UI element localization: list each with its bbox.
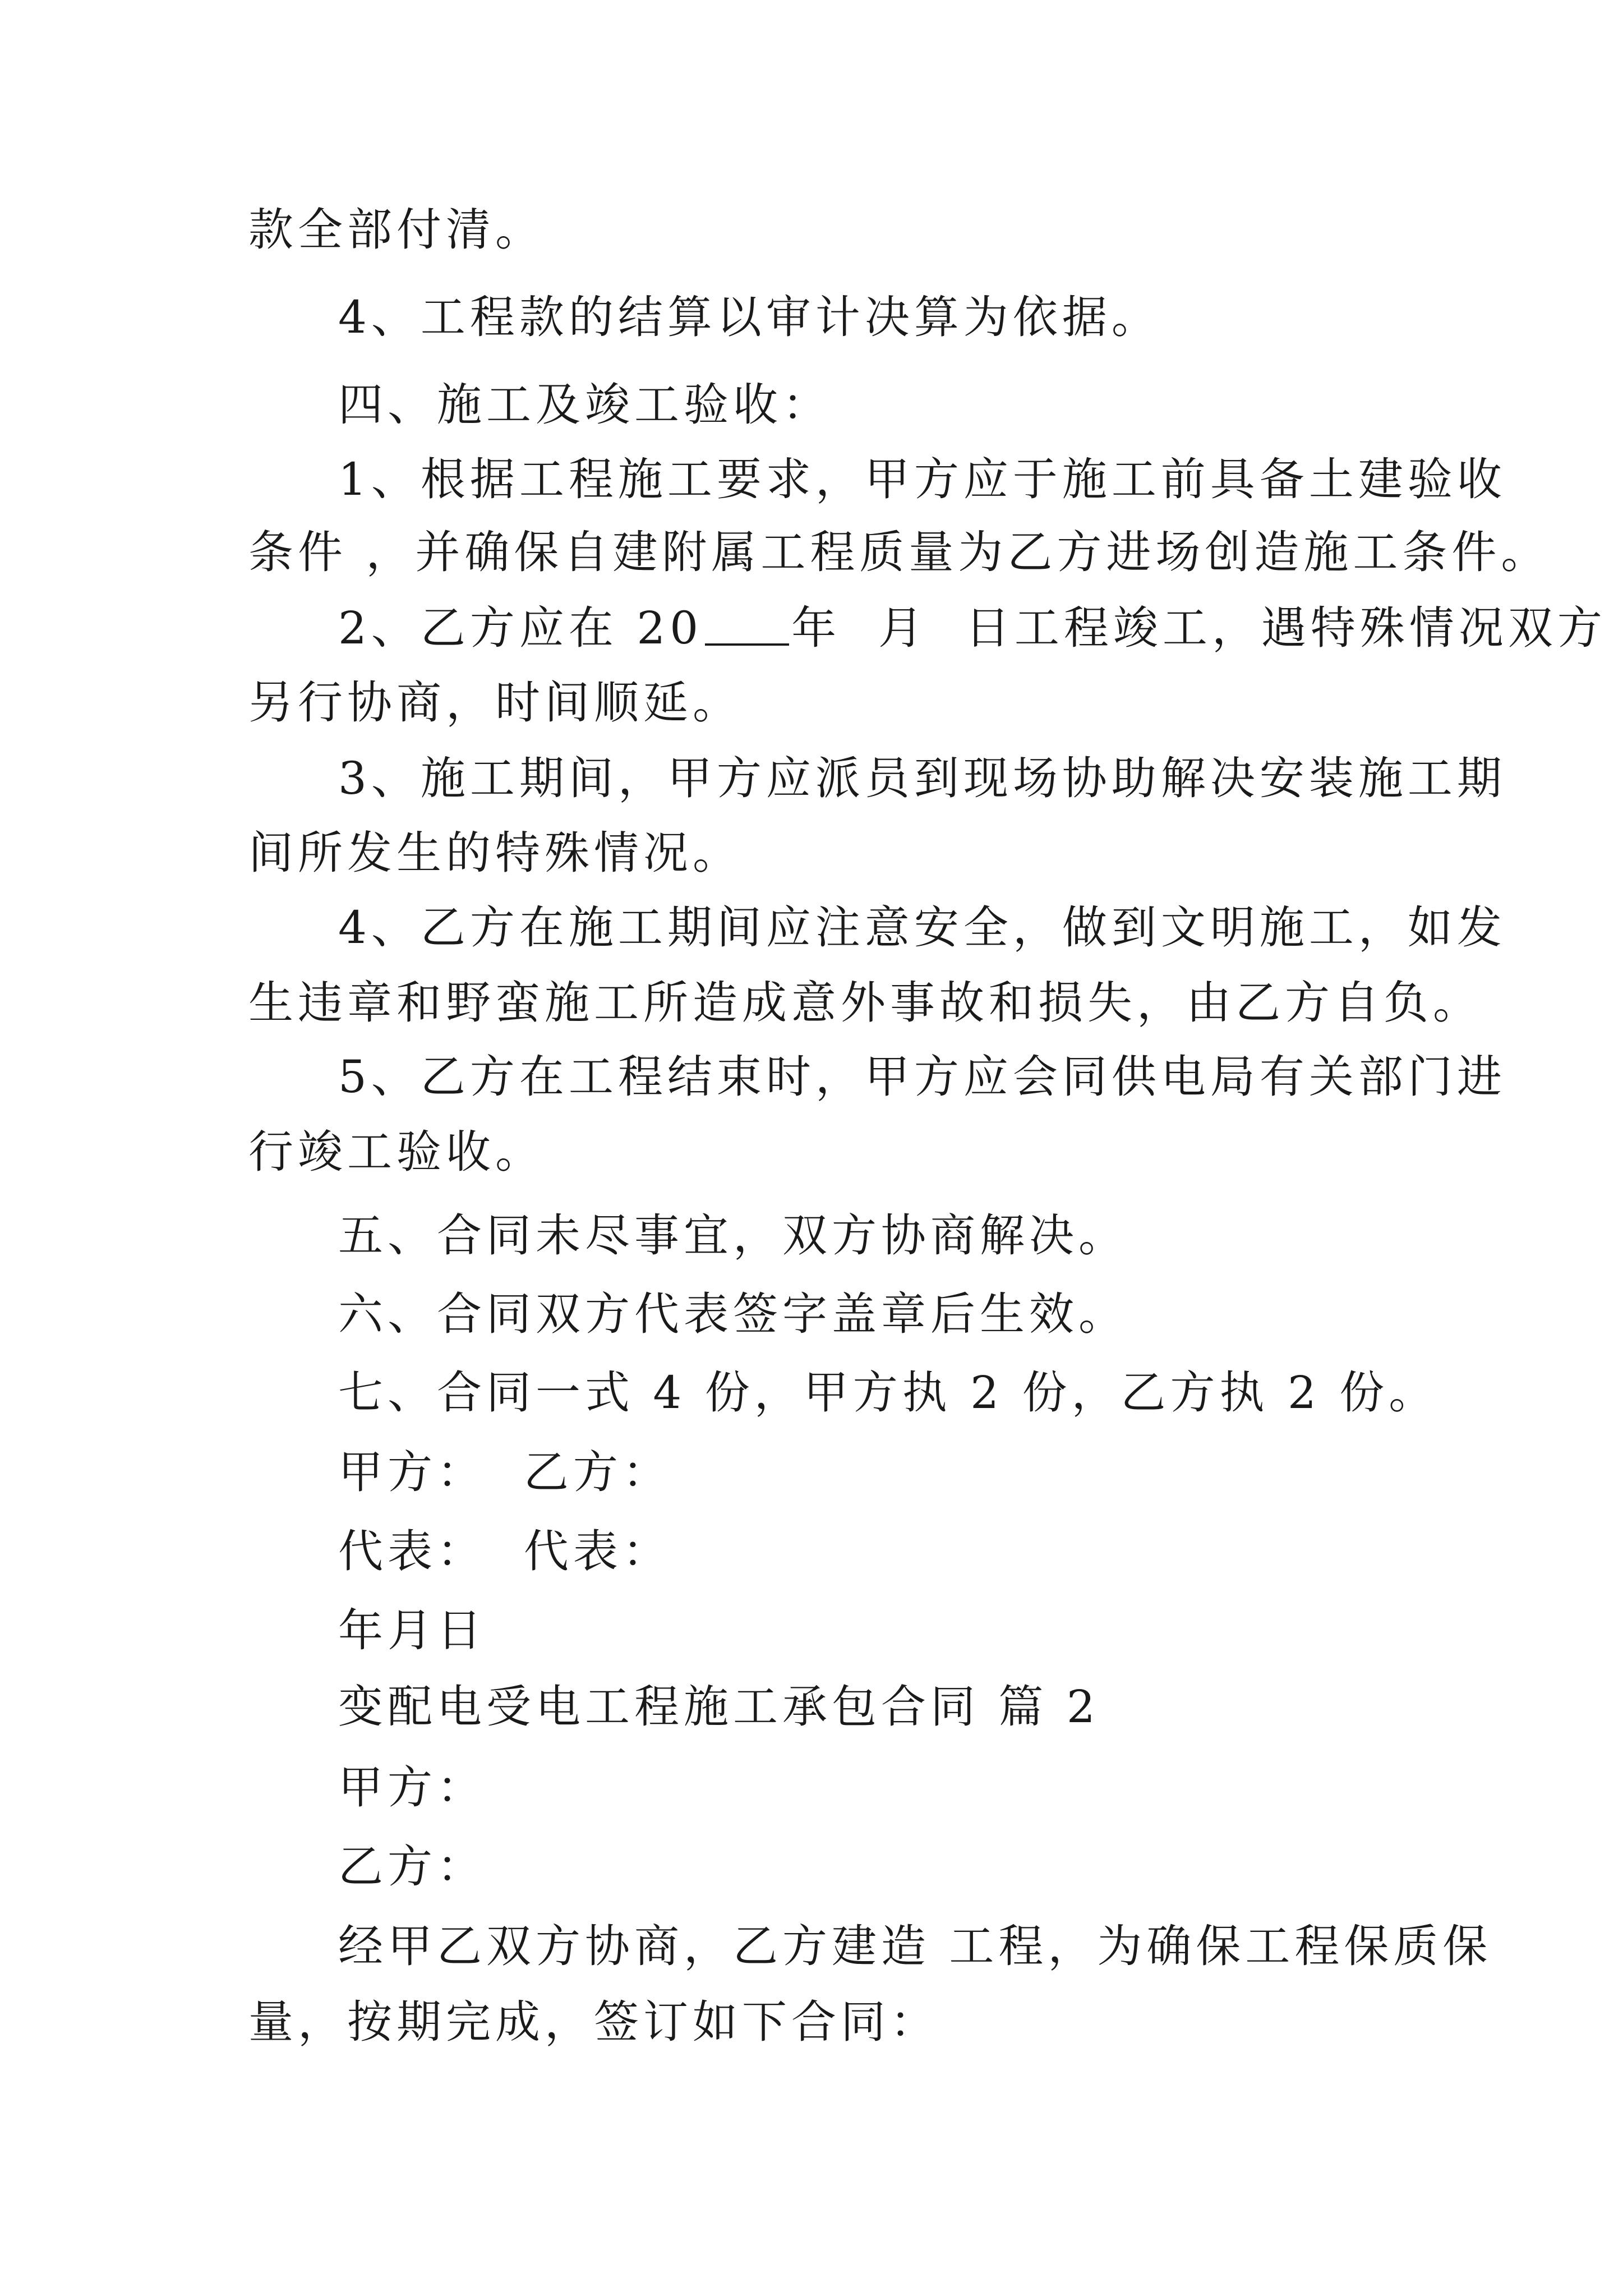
section-heading: 四、施工及竣工验收： bbox=[338, 379, 832, 431]
signature-line: 代表： 代表： bbox=[338, 1525, 672, 1577]
paragraph-line: 经甲乙双方协商，乙方建造 工程，为确保工程保质保 bbox=[338, 1920, 1492, 1972]
paragraph-line bbox=[338, 600, 1607, 656]
section-heading: 五、合同未尽事宜，双方协商解决。 bbox=[338, 1209, 1128, 1262]
fill-in-blank bbox=[705, 643, 789, 646]
line-part: 2、乙方应在 20 bbox=[338, 602, 703, 654]
paragraph-line: 量，按期完成，签订如下合同： bbox=[248, 1996, 939, 2048]
party-a-line: 甲方： bbox=[338, 1761, 486, 1814]
contract-title: 变配电受电工程施工承包合同 篇 2 bbox=[338, 1681, 1100, 1733]
signature-line: 甲方： 乙方： bbox=[338, 1446, 672, 1498]
paragraph-line: 4、乙方在施工期间应注意安全，做到文明施工，如发 bbox=[338, 901, 1506, 954]
party-b-line: 乙方： bbox=[338, 1841, 486, 1893]
paragraph-line: 4、工程款的结算以审计决算为依据。 bbox=[338, 291, 1161, 343]
paragraph-line: 间所发生的特殊情况。 bbox=[248, 827, 742, 879]
paragraph-line: 行竣工验收。 bbox=[248, 1126, 545, 1178]
paragraph-line: 条件 ，并确保自建附属工程质量为乙方进场创造施工条件。 bbox=[248, 526, 1551, 578]
paragraph-line: 1、根据工程施工要求，甲方应于施工前具备土建验收 bbox=[338, 453, 1506, 505]
paragraph-line: 款全部付清。 bbox=[248, 204, 545, 256]
paragraph-line: 3、施工期间，甲方应派员到现场协助解决安装施工期 bbox=[338, 752, 1506, 804]
paragraph-line: 另行协商，时间顺延。 bbox=[248, 677, 742, 729]
line-part: 年 月 日工程竣工，遇特殊情况双方 bbox=[791, 602, 1607, 654]
paragraph-line: 生违章和野蛮施工所造成意外事故和损失，由乙方自负。 bbox=[248, 977, 1482, 1029]
section-heading: 七、合同一式 4 份，甲方执 2 份，乙方执 2 份。 bbox=[338, 1366, 1438, 1419]
paragraph-line: 5、乙方在工程结束时，甲方应会同供电局有关部门进 bbox=[338, 1051, 1506, 1103]
date-line: 年月日 bbox=[338, 1604, 486, 1657]
section-heading: 六、合同双方代表签字盖章后生效。 bbox=[338, 1288, 1128, 1340]
